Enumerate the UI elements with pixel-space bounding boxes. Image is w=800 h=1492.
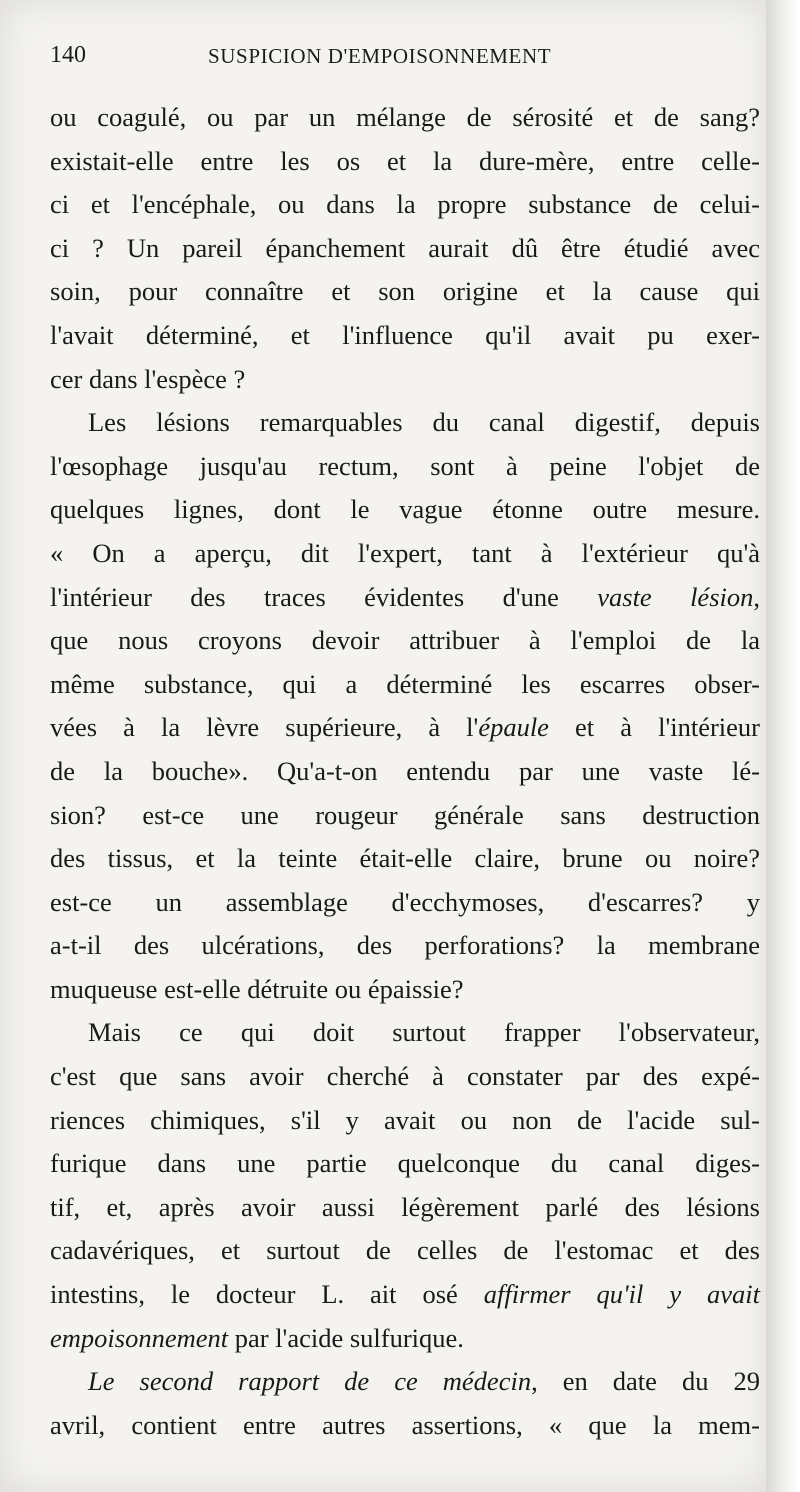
text-line: l'intérieur des traces évidentes d'une vaste lésion, [50,581,760,612]
text-line: ci et l'encéphale, ou dans la propre substance de celui- [50,189,760,220]
text-line: ou coagulé, ou par un mélange de sérosité et de sang? [50,102,760,132]
text-line: même substance, qui a déterminé les escarres obser- [50,668,760,699]
text-line: des tissus, et la teinte était-elle claire, brune ou noire? [50,843,760,874]
text-line: soin, pour connaître et son origine et la cause qui [50,276,760,307]
text-line: quelques lignes, dont le vague étonne outre mesure. [50,494,760,525]
text-line: avril, contient entre autres assertions, « que la mem- [50,1409,760,1440]
text-line: tif, et, après avoir aussi légèrement parlé des lésions [50,1191,760,1222]
text-line: sion? est-ce une rougeur générale sans destruction [50,799,760,830]
text-line: cadavériques, et surtout de celles de l'estomac et des [50,1235,760,1266]
text-line: intestins, le docteur L. ait osé affirmer qu'il y avait [50,1279,760,1310]
italic-phrase: Le second rapport de ce médecin [88,1366,532,1397]
text-line: l'avait déterminé, et l'influence qu'il avait pu exer- [50,319,760,350]
text-line: empoisonnement par l'acide sulfurique. [50,1322,464,1353]
paragraph-first-line: Mais ce qui doit surtout frapper l'observateur, [88,1017,760,1048]
text-line: ci ? Un pareil épanchement aurait dû être étudié avec [50,232,760,263]
text-line: muqueuse est-elle détruite ou épaissie? [50,973,464,1004]
text-line: a-t-il des ulcérations, des perforations? la membrane [50,930,760,961]
italic-phrase: empoisonnement [50,1322,229,1353]
page-header [50,42,760,82]
text-line: que nous croyons devoir attribuer à l'emploi de la [50,625,760,656]
text-line: existait-elle entre les os et la dure-mère, entre celle- [50,145,760,176]
text-line: « On a aperçu, dit l'expert, tant à l'extérieur qu'à [50,537,760,568]
running-head: SUSPICION D'EMPOISONNEMENT [208,44,552,68]
page-number: 140 [50,42,86,68]
body-text [50,96,760,1447]
italic-phrase: vaste lésion [597,581,754,612]
text-line: cer dans l'espèce ? [50,363,246,394]
text-line: vées à la lèvre supérieure, à l'épaule et à l'intérieur [50,712,760,743]
text-line: de la bouche». Qu'a-t-on entendu par une vaste lé- [50,755,760,786]
text-line: c'est que sans avoir cherché à constater par des expé- [50,1061,760,1092]
text-line: l'œsophage jusqu'au rectum, sont à peine l'objet de [50,450,760,481]
italic-phrase: épaule [478,712,549,743]
text-line: est-ce un assemblage d'ecchymoses, d'escarres? y [50,886,760,917]
italic-phrase: affirmer qu'il y avait [483,1279,760,1310]
text-line: furique dans une partie quelconque du canal diges- [50,1148,760,1179]
paragraph-first-line: Les lésions remarquables du canal digestif, depuis [88,407,760,438]
paragraph-first-line: Le second rapport de ce médecin, en date du 29 [88,1366,760,1397]
page-edge [766,0,800,1492]
text-line: riences chimiques, s'il y avait ou non de l'acide sul- [50,1104,760,1135]
